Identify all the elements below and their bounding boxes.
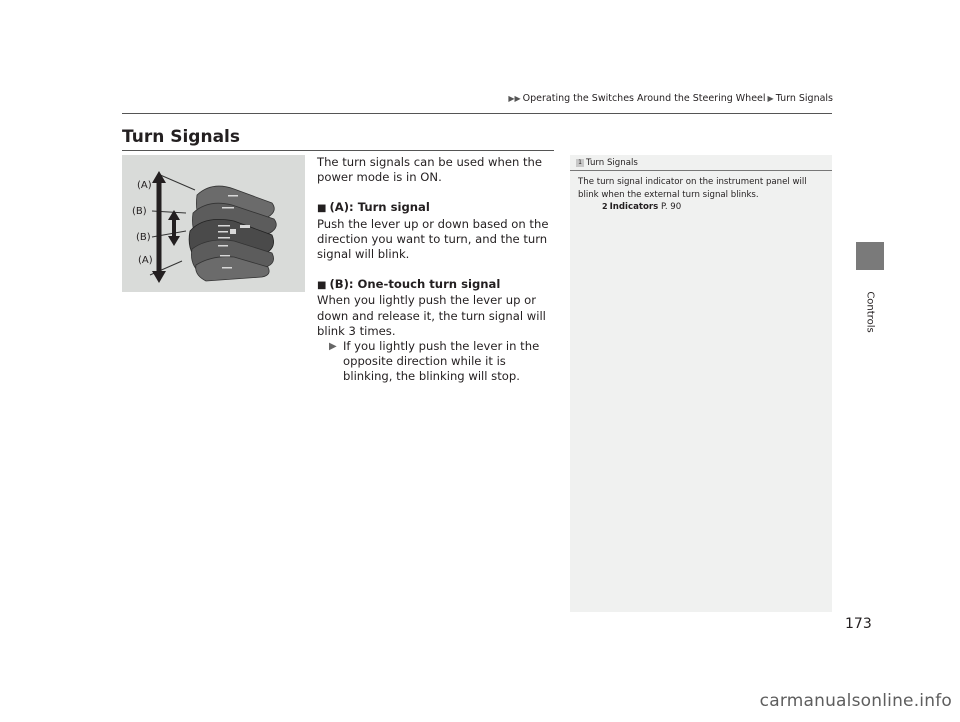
section-text-turn-signal: Push the lever up or down based on the direction you want to turn, and the turn signal will blink. xyxy=(317,216,549,262)
section-text-one-touch: When you lightly push the lever up or down and release it, the turn signal will blink 3 times. xyxy=(317,293,546,338)
reference-page: P. 90 xyxy=(660,202,682,213)
square-bullet-icon: ■ xyxy=(317,280,327,292)
sidebar-note xyxy=(570,155,832,612)
section-heading-turn-signal: ■ (A): Turn signal xyxy=(317,200,430,215)
sidebar-text: The turn signal indicator on the instrument panel will blink when the external turn signal blinks. xyxy=(578,177,807,200)
reference-arrow-icon: 2 xyxy=(602,202,608,212)
intro-paragraph: The turn signals can be used when the power mode is in ON. xyxy=(317,155,543,185)
cross-reference-link[interactable] xyxy=(578,201,828,214)
lever-illustration xyxy=(122,155,305,292)
figure-label-a-bottom: (A) xyxy=(138,255,153,266)
main-content xyxy=(317,155,557,385)
breadcrumb-arrow-icon: ▶ xyxy=(767,94,774,103)
section-heading-one-touch: ■ (B): One-touch turn signal xyxy=(317,277,501,292)
figure-label-b-top: (B) xyxy=(132,206,147,217)
sidebar-body xyxy=(578,176,828,214)
sidebar-divider xyxy=(570,170,832,171)
square-bullet-icon: ■ xyxy=(317,203,327,215)
figure-label-b-bottom: (B) xyxy=(136,232,151,243)
breadcrumb xyxy=(506,93,833,104)
figure-label-a-top: (A) xyxy=(137,180,152,191)
section-tab-marker xyxy=(856,242,884,270)
breadcrumb-arrow-icon: ▶▶ xyxy=(508,94,521,103)
breadcrumb-item[interactable]: Operating the Switches Around the Steering Wheel xyxy=(522,93,766,104)
title-divider xyxy=(122,150,554,151)
note-number-icon: 1 xyxy=(576,159,584,167)
arrow-bullet-icon: ▶ xyxy=(329,341,337,353)
reference-label: Indicators xyxy=(609,202,659,213)
sidebar-heading: 1 Turn Signals xyxy=(576,158,638,168)
header-divider xyxy=(122,113,832,114)
page-title: Turn Signals xyxy=(122,127,240,147)
turn-signal-lever-figure xyxy=(122,155,305,292)
watermark-link[interactable]: carmanualsonline.info xyxy=(759,691,952,711)
note-paragraph: ▶ If you lightly push the lever in the opposite direction while it is blinking, the blinking will stop. xyxy=(329,339,540,384)
breadcrumb-item[interactable]: Turn Signals xyxy=(775,93,833,104)
page-number: 173 xyxy=(845,616,872,632)
